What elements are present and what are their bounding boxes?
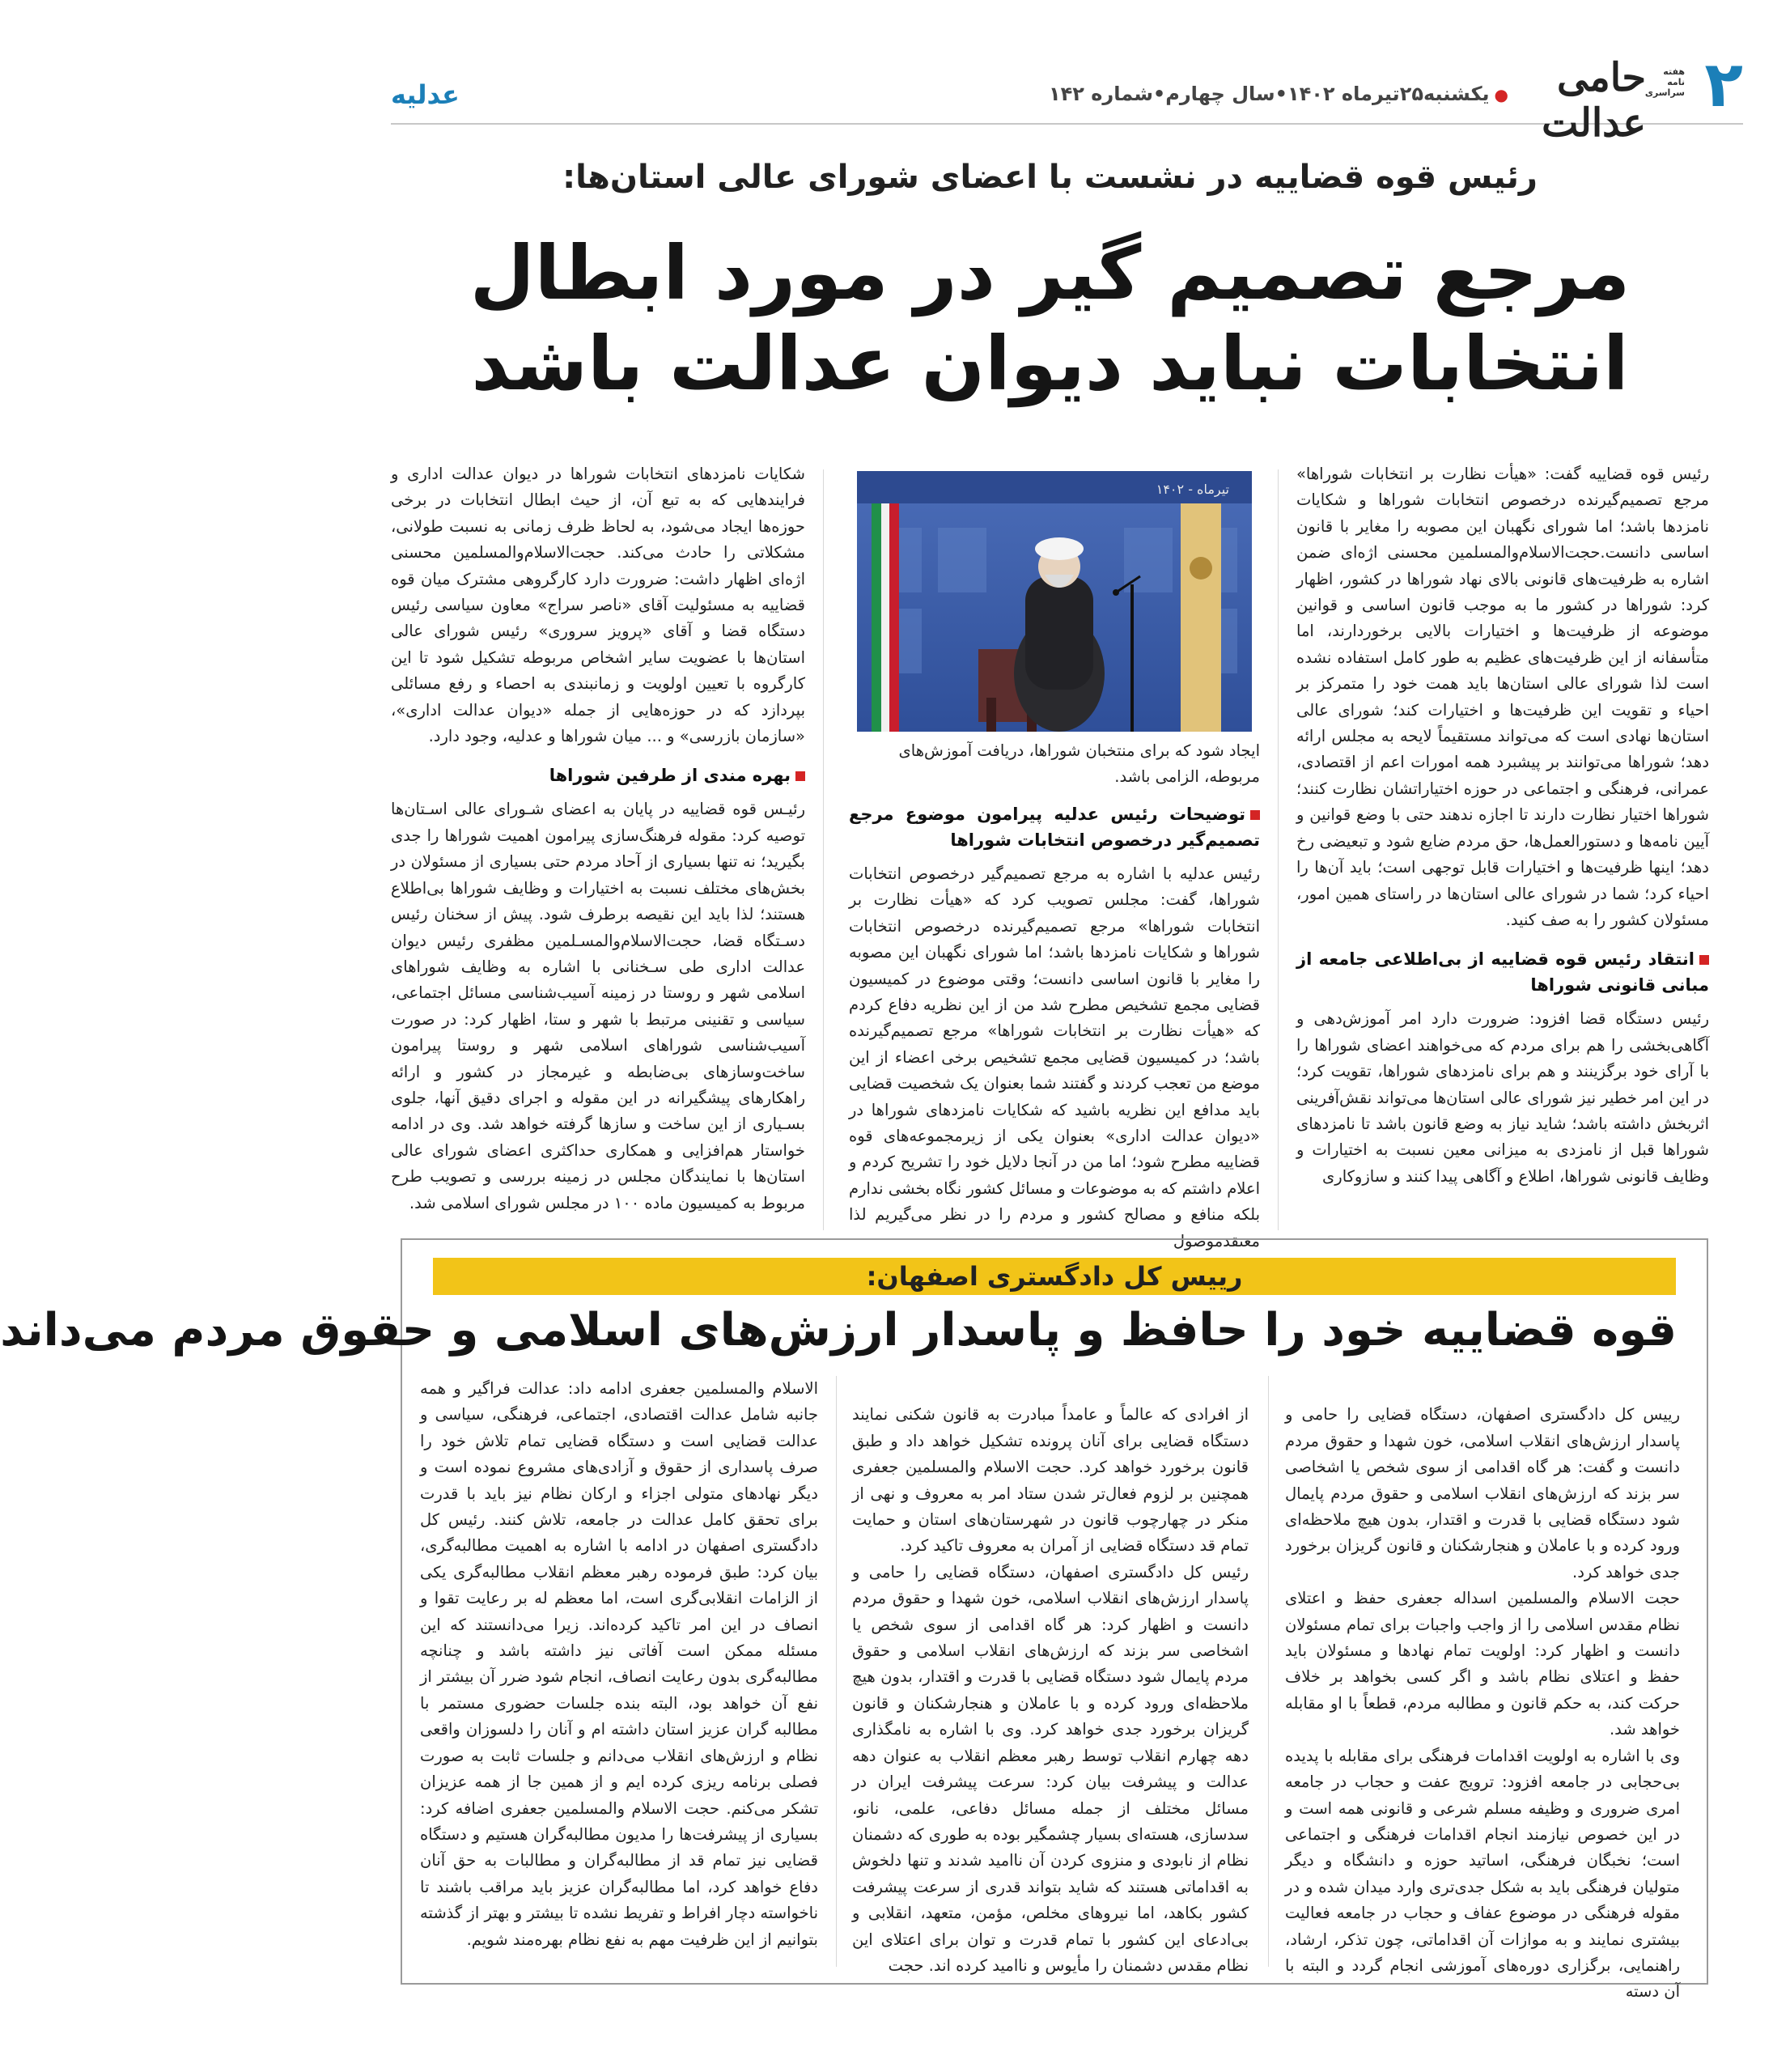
article1-body-left-2: رئیـس قوه قضاییه در پایان به اعضای شـورای عالی اسـتان‌ها توصیه کرد: مقوله فرهنگ‌سازی پیرامون اهمیت شوراها را جدی بگیرید؛ نه تنها بسیاری از آحاد مردم حتی بسیاری از مسئولان در بخش‌های مختلف نسبت به اختیارات و وظایف شوراها بی‌اطلاع هستند؛ لذا باید این نقیصه برطرف شود. پیش از سخنان رئیس دسـتگاه قضا، حجت‌الاسلام‌والمسـلمین مظفری رئیس دیوان عدالت اداری طی سـخنانی با اشاره به وظایف شوراهای اسلامی شهر و روستا در زمینه آسیب‌شناسی مسائل اجتماعی، سیاسی و تقنینی مرتبط با شهر و ستا، اظهار کرد: در صورت آسیب‌شناسی شوراهای اسلامی شهر و روستا پیرامون ساخت‌وسازهای بی‌ضابطه و غیرمجاز در کشور و ارائه راهکارهای پیشگیرانه در این مقوله و اجرای دقیق آنها، جلوی بسـیاری از این ساخت و سازها گرفته خواهد شد. وی در ادامه خواستار هم‌افزایی و همکاری حداکثری اعضای شورای عالی استان‌ها با نمایندگان مجلس در زمینه بررسی و تصویب طرح مربوط به کمیسیون ماده ۱۰۰ در مجلس شورای اسلامی شد. [391, 800, 805, 1212]
article2-column-left [420, 1376, 818, 1972]
bullet-icon: ● [1494, 85, 1508, 104]
dateline [1049, 83, 1508, 105]
column-divider [1268, 1376, 1269, 1967]
red-square-icon [1699, 955, 1709, 965]
subhead-text: انتقاد رئیس قوه قضاییه از بی‌اطلاعی جامعه از مبانی قانونی شوراها [1296, 949, 1709, 996]
red-square-icon [795, 771, 805, 781]
article1-body-right-2: رئیس دستگاه قضا افزود: ضرورت دارد امر آموزش‌دهی و آگاهی‌بخشی را هم برای مردم که می‌خواهند اعضای شوراها را با آرای خود برگزینند و هم برای نامزدهای شوراها، تقویت کرد؛ در این امر خطیر نیز شورای عالی استان‌ها می‌تواند نقش‌آفرینی اثربخش داشته باشد؛ شاید نیاز به وضع قانون باشد تا نامزدهای شوراها قبل از نامزدی به میزانی معین نسبت به اختیارات و وظایف قانونی شوراها، اطلاع و آگاهی پیدا کنند و سازوکاری [1296, 1009, 1709, 1186]
article1-headline: مرجع تصمیم گیر در مورد ابطال انتخابات نباید دیوان عدالت باشد [469, 230, 1631, 408]
article2-body-center: از افرادی که عالماً و عامداً مبادرت به قانون شکنی نمایند دستگاه قضایی برای آنان پرونده تشکیل خواهد داد و طبق قانون برخورد خواهد کرد. حجت الاسلام والمسلمین جعفری همچنین بر لزوم فعال‌تر شدن ستاد امر به معروف و نهی از منکر در چهارچوب قانون در شهرستان‌های استان و حمایت تمام قد دستگاه قضایی از آمران به معروف تاکید کرد. رئیس کل دادگستری اصفهان، دستگاه قضایی را حامی و پاسدار ارزش‌های انقلاب اسلامی، خون شهدا و حقوق مردم دانست و اظهار کرد: هر گاه اقدامی از سوی شخص یا اشخاصی سر بزند که ارزش‌های انقلاب اسلامی و حقوق مردم پایمال شود دستگاه قضایی با قدرت و اقتدار، بدون هیچ ملاحظه‌ای ورود کرده و با عاملان و هنجارشکنان و قانون گریزان برخورد جدی خواهد کرد. وی با اشاره به نامگذاری دهه چهارم انقلاب توسط رهبر معظم انقلاب به عنوان دهه عدالت و پیشرفت بیان کرد: سرعت پیشرفت ایران در مسائل مختلف از جمله مسائل دفاعی، علمی، نانو، سدسازی، هسته‌ای بسیار چشمگیر بوده به طوری که دشمنان نظام از نابودی و منزوی کردن آن ناامید شدند و تنها دلخوش به اقداماتی هستند که شاید بتواند قدری از سرعت پیشرفت کشور بکاهد، اما نیروهای مخلص، مؤمن، متعهد، انقلابی و بی‌ادعای این کشور با تمام قدرت و توان برای اعتلای این نظام مقدس دشمنان را مأیوس و ناامید کرده اند. حجت [852, 1405, 1249, 1975]
article2-column-right [1285, 1376, 1680, 2002]
article1-photo [857, 471, 1252, 732]
article2-column-center [852, 1376, 1249, 1975]
article1-subhead-right [1296, 946, 1709, 998]
page-number: ۲ [1704, 49, 1743, 121]
red-square-icon [1250, 810, 1260, 820]
article1-column-center [849, 798, 1260, 1248]
article2-headline: قوه قضاییه خود را حافظ و پاسدار ارزش‌های اسلامی و حقوق مردم می‌داند [0, 1304, 1677, 1357]
article1-column-left [391, 461, 805, 1248]
article1-kicker: رئیس قوه قضاییه در نشست با اعضای شورای عالی استان‌ها: [562, 159, 1538, 196]
article2-body-left: الاسلام والمسلمین جعفری ادامه داد: عدالت فراگیر و همه جانبه شامل عدالت اقتصادی، اجتماعی، فرهنگی، سیاسی و عدالت قضایی است و دستگاه قضایی تمام تلاش خود را صرف پاسداری از حقوق و آزادی‌های مشروع نموده است و دیگر نهادهای متولی اجزاء و ارکان نظام نیز باید با قدرت برای تحقق کامل عدالت در جامعه، تلاش کنند. رئیس کل دادگستری اصفهان در ادامه با اشاره به اهمیت مطالبه‌گری، بیان کرد: طبق فرموده رهبر معظم انقلاب مطالبه‌گری یکی از الزامات انقلابی‌گری است، اما معظم له بر رعایت تقوا و انصاف در این امر تاکید کرده‌اند. زیرا می‌دانستند که این مسئله ممکن است آفاتی نیز داشته باشد و چنانچه مطالبه‌گری بدون رعایت انصاف، انجام شود ضرر آن بیشتر از نفع آن خواهد بود، البته بنده جلسات حضوری مستمر با مطالبه گران عزیز استان داشته ام و آنان را دلسوزان واقعی نظام و ارزش‌های انقلاب می‌دانم و جلسات ثابت به صورت فصلی برنامه ریزی کرده ایم و از همین جا از همه عزیزان تشکر می‌کنم. حجت الاسلام والمسلمین جعفری اضافه کرد: بسیاری از پیشرفت‌ها را مدیون مطالبه‌گران هستیم و دستگاه قضایی نیز تمام قد از مطالبه‌گران و مطالبات به حق آنان دفاع خواهد کرد، اما مطالبه‌گران عزیز باید مراقب باشند تا ناخواسته دچار افراط و تفریط نشده تا بیشتر و بهتر از گذشته بتوانیم از این ظرفیت مهم به نفع نظام بهره‌مند شویم. [420, 1379, 818, 1949]
article1-photo-caption: ایجاد شود که برای منتخبان شوراها، دریافت آموزش‌های مربوطه، الزامی باشد. [898, 741, 1260, 787]
article1-body-right: رئیس قوه قضاییه گفت: «هیأت نظارت بر انتخابات شوراها» مرجع تصمیم‌گیرنده درخصوص انتخابات شوراها و شکایات نامزدها باشد؛ اما شورای نگهبان این مصوبه را مغایر با قانون اساسی دانست.حجت‌الاسلام‌والمسلمین محسنی اژه‌ای ضمن اشاره به ظرفیت‌های قانونی بالای نهاد شوراها در کشور، اظهار کرد: شوراها در کشور ما به موجب قانون اساسی و قوانین موضوعه از ظرفیت‌ها و اختیارات بالایی برخوردارند، اما متأسفانه از این ظرفیت‌های عظیم به طور کامل استفاده نشده است لذا شورای عالی استان‌ها باید همت خود را متمرکز بر احیاء و تقویت این ظرفیت‌ها و اختیارات کند؛ شورای عالی استان‌ها نهادی است که می‌تواند مستقیماً لایحه به مجلس ارائه دهد؛ شوراها می‌توانند بر پیشبرد همه امورات اعم از اقتصادی، عمرانی، فرهنگی و اجتماعی در حوزه اختیاراتشان نظارت کنند؛ شوراها اختیار نظارت دارند تا اجازه ندهند حتی با وضع قوانین و آیین نامه‌ها و دستورالعمل‌ها، حق مردم ضایع شود و تبعیضی رخ دهد؛ اینها ظرفیت‌ها و اختیارات قابل توجهی است؛ باید آن‌ها را احیاء کرد؛ شما در شورای عالی استان‌ها در راستای همین امور، مسئولان کشور را به صف کنید. [1296, 465, 1709, 929]
article1-body-left: شکایات نامزدهای انتخابات شوراها در دیوان عدالت اداری و فرایندهایی که به تبع آن، از حیث ابطال انتخابات در برخی حوزه‌ها ایجاد می‌شود، به لحاظ ظرف زمانی به نسبت طولانی، مشکلاتی را حادث می‌کند. حجت‌الاسلام‌والمسلمین محسنی اژه‌ای اظهار داشت: ضرورت دارد کارگروهی مشترک میان قوه قضاییه به مسئولیت آقای «ناصر سراج» معاون سیاسی رئیس دستگاه قضا و آقای «پرویز سروری» رئیس شورای عالی استان‌ها با عضویت سایر اشخاص مربوطه تشکیل شود تا این کارگروه با تعیین اولویت و زمانبندی به احصاء و رفع مسائلی بپردازد که در حوزه‌هایی از جمله «دیوان عدالت اداری»، «سازمان بازرسی» و ... میان شوراها و عدلیه، وجود دارد. [391, 465, 805, 746]
article1-body-center: رئیس عدلیه با اشاره به مرجع تصمیم‌گیر درخصوص انتخابات شوراها، گفت: مجلس تصویب کرد که «هیأت نظارت بر انتخابات شوراها» مرجع تصمیم‌گیرنده درخصوص انتخابات شوراها و شکایات نامزدها باشد؛ اما شورای نگهبان این مصوبه را مغایر با قانون اساسی دانست؛ وقتی موضوع در کمیسیون قضایی مجمع تشخیص مطرح شد من از این نظریه دفاع کردم که «هیأت نظارت بر انتخابات شوراها» مرجع تصمیم‌گیرنده باشد؛ در کمیسیون قضایی مجمع تشخیص برخی اعضاء از این موضع من تعجب کردند و گفتند شما بعنوان یک شخصیت قضایی باید مدافع این نظریه باشید که شکایات نامزدهای شوراها در «دیوان عدالت اداری» بعنوان یکی از زیرمجموعه‌های قوه قضاییه مطرح شود؛ اما من در آنجا دلایل خود را تشریح کردم و اعلام داشتم که به موضوعات و مسائل کشور نگاه بخشی ندارم بلکه منافع و مصالح کشور و مردم را در نظر می‌گیریم لذا معتقدموصول [849, 864, 1260, 1250]
section-name: عدلیه [391, 79, 460, 110]
dateline-text: یکشنبه۲۵تیرماه ۱۴۰۲•سال چهارم•شماره ۱۴۲ [1048, 83, 1490, 105]
photo-illustration [857, 471, 1252, 732]
column-divider [1278, 469, 1279, 1230]
article1-subhead-center [849, 801, 1260, 853]
logo-tagline: هفته نامه سراسری [1644, 66, 1685, 99]
article1-column-right [1296, 461, 1709, 1248]
article2-kicker: رییس کل دادگستری اصفهان: [433, 1258, 1676, 1295]
subhead-text: توضیحات رئیس عدلیه پیرامون موضوع مرجع تصمیم‌گیر درخصوص انتخابات شوراها [849, 805, 1260, 850]
subhead-text: بهره مندی از طرفین شوراها [549, 766, 791, 786]
newspaper-logo [1542, 53, 1685, 146]
column-divider [823, 469, 824, 1230]
logo-title: حامی عدالت [1542, 55, 1646, 146]
column-divider [836, 1376, 837, 1967]
photo-date: تیرماه - ۱۴۰۲ [1156, 482, 1229, 497]
article2-body-right: رییس کل دادگستری اصفهان، دستگاه قضایی را حامی و پاسدار ارزش‌های انقلاب اسلامی، خون شهدا و حقوق مردم دانست و گفت: هر گاه اقدامی از سوی شخص یا اشخاصی سر بزند که ارزش‌های انقلاب اسلامی و حقوق مردم پایمال شود دستگاه قضایی با قدرت و اقتدار، بدون هیچ ملاحظه‌ای ورود کرده و با عاملان و هنجارشکنان و قانون گریزان برخورد جدی خواهد کرد. حجت الاسلام والمسلمین اسداله جعفری حفظ و اعتلای نظام مقدس اسلامی را از واجب واجبات برای تمام مسئولان دانست و اظهار کرد: اولویت تمام نهادها و مسئولان باید حفظ و اعتلای نظام باشد و اگر کسی بخواهد بر خلاف حرکت کند، به حکم قانون و مطالبه مردم، قطعاً با او مقابله خواهد شد. وی با اشاره به اولویت اقدامات فرهنگی برای مقابله با پدیده بی‌حجابی در جامعه افزود: ترویج عفت و حجاب در جامعه امری ضروری و وظیفه مسلم شرعی و قانونی همه است و در این خصوص نیازمند انجام اقدامات فرهنگی و اجتماعی است؛ نخبگان فرهنگی، اساتید حوزه و دانشگاه و دیگر متولیان فرهنگی باید به شکل جدی‌تری وارد میدان شده و در مقوله فرهنگی در موضوع عفاف و حجاب در جامعه فعالیت بیشتری نمایند و به موازات آن اقداماتی، چون تذکر، ارشاد، راهنمایی، برگزاری دوره‌های آموزشی انجام گردد و البته با آن دسته [1285, 1405, 1680, 2002]
masthead [391, 49, 1743, 146]
article1-subhead-left [391, 762, 805, 788]
